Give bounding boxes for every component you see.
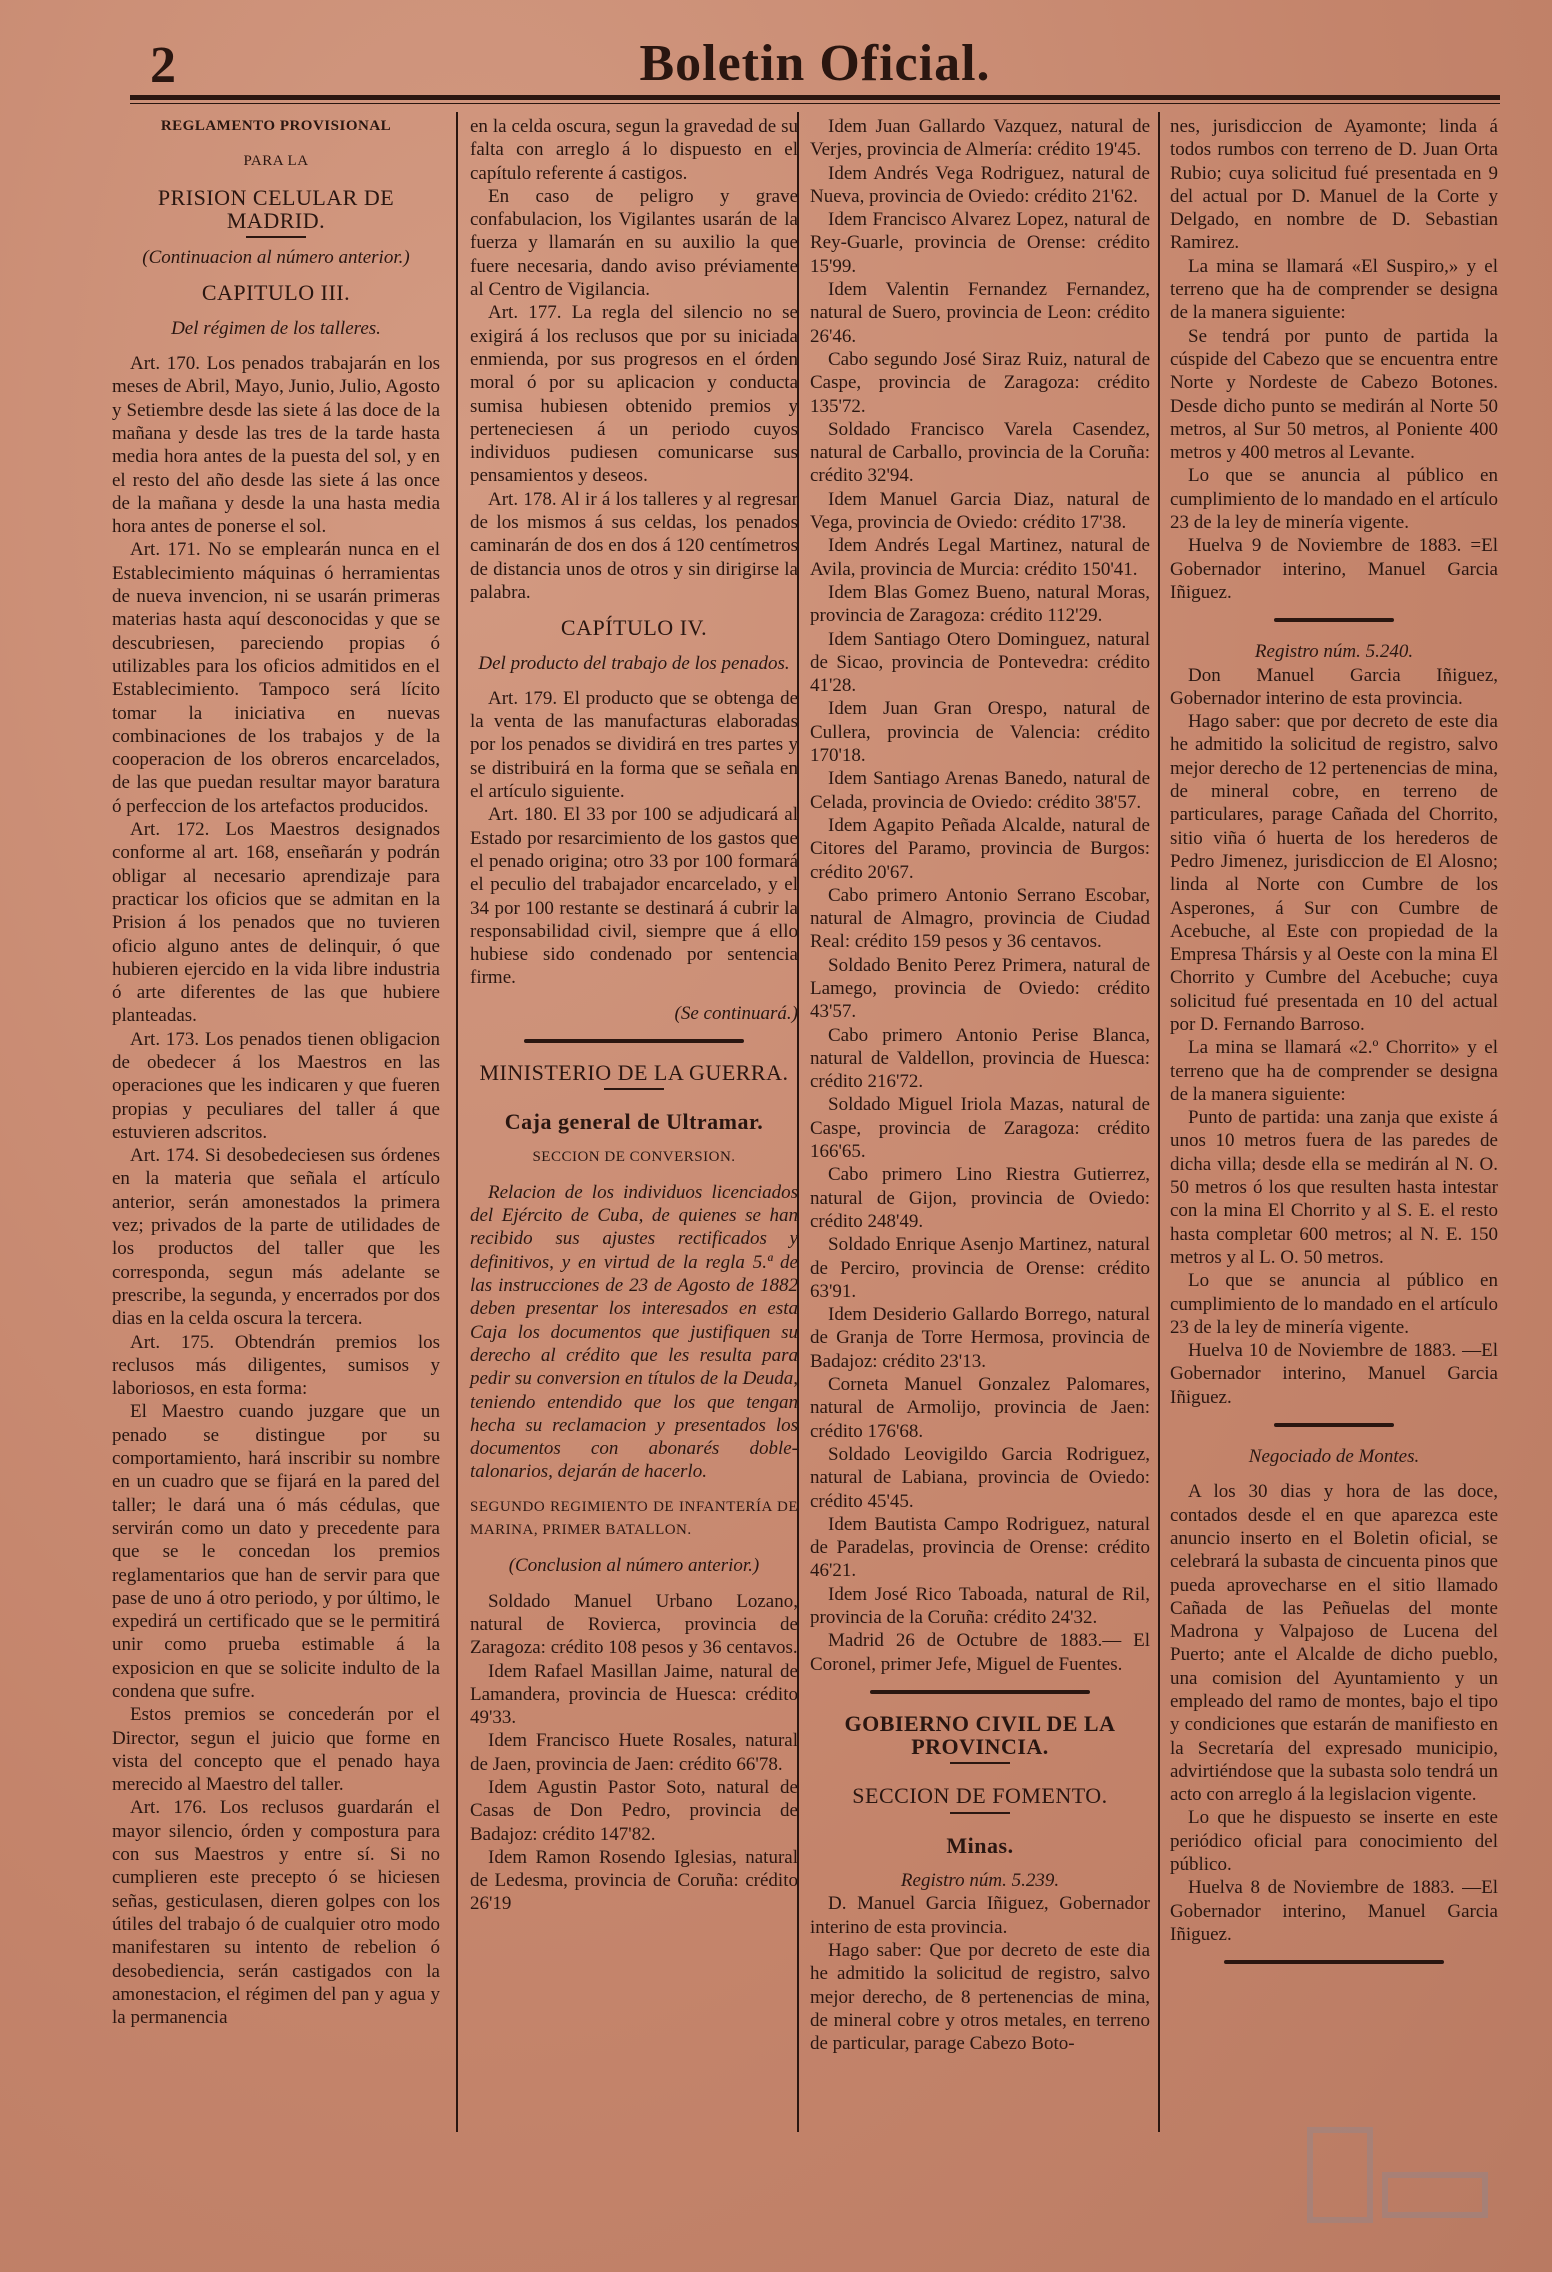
article-paragraph: Art. 180. El 33 por 100 se adjudicará al Estado por resarcimiento de los gastos que el penado origina; otro 33 por 100 formará el peculio del trabajador encarcelado, y el 34 por 100 restante se destinará á cubrir la responsabilidad civil, siempre que á ello hubiese sido condenado por sentencia firme. [470,804,798,989]
divider [950,1812,1010,1814]
notice-paragraph: La mina se llamará «El Suspiro,» y el terreno que ha de comprender se designa de la manera siguiente: [1170,255,1498,324]
list-item: Cabo primero Antonio Perise Blanca, natural de Valdellon, provincia de Huesca: crédito 216'72. [810,1024,1150,1093]
article-paragraph: Art. 171. No se emplearán nunca en el Establecimiento máquinas ó herramientas de nueva invencion, ni se usarán primeras materias hasta aquí desconocidas y que se descubriesen, pareciendo propias ó utilizables para los oficios admitidos en el Establecimiento. Tampoco será lícito tomar la iniciativa en nuevas combinaciones de los trabajos y de la cooperacion de los obreros encarcelados, de las que puedan resultar mayor baratura ó perfeccion de los artefactos producidos. [112,539,440,817]
chapter-heading: CAPITULO III. [201,280,351,306]
section-heading: GOBIERNO CIVIL DE LA PROVINCIA. [844,1710,1116,1760]
masthead-title: Boletin Oficial. [639,35,991,92]
registry-number: Registro núm. 5.239. [900,1870,1060,1892]
article-paragraph: en la celda oscura, segun la gravedad de su falta con arreglo á lo dispuesto en el capítulo referente á castigos. [470,116,798,184]
list-item: Idem Juan Gallardo Vazquez, natural de Verjes, provincia de Almería: crédito 19'45. [810,116,1150,161]
chapter-subheading: Del producto del trabajo de los penados. [478,652,790,674]
article-paragraph: Art. 175. Obtendrán premios los reclusos más diligentes, sumisos y laboriosos, en esta forma: [112,1331,440,1400]
list-item: Idem Bautista Campo Rodriguez, natural de Paradelas, provincia de Orense: crédito 46'21. [810,1513,1150,1582]
list-item: Idem Juan Gran Orespo, natural de Cullera, provincia de Valencia: crédito 170'18. [810,698,1150,767]
notice-paragraph: Lo que se anuncia al público en cumplimiento de lo mandado en el artículo 23 de la ley de minería vigente. [1170,1270,1498,1338]
list-item: Soldado Benito Perez Primera, natural de Lamego, provincia de Oviedo: crédito 43'57. [810,954,1150,1023]
column-3 [810,115,1150,2055]
header-rule [130,95,1500,100]
ornament-rule [1274,618,1394,622]
divider [604,1088,664,1090]
regiment-heading: SEGUNDO REGIMIENTO DE INFANTERÍA DE MARINA, PRIMER BATALLON. [470,1498,798,1539]
article-paragraph: Art. 170. Los penados trabajarán en los meses de Abril, Mayo, Junio, Julio, Agosto y Setiembre desde las siete á las doce de la mañana y desde las tres de la tarde hasta media hora antes de la puesta del sol, y en el resto del año desde las siete á las once de la mañana y desde la una hasta media hora antes de ponerse el sol. [112,353,440,538]
ornament-rule [524,1039,744,1043]
section-subheading: SECCION DE CONVERSION. [532,1148,736,1165]
notice-paragraph: A los 30 dias y hora de las doce, contados desde el en que aparezca este anuncio inserto en el Boletin oficial, se celebrará la subasta de cincuenta pinos que pueda aprovecharse en el sitio llamado Cañada de las Peñuelas del monte Madrona y Valpajoso de Lucena del Puerto; ante el Alcalde de dicho pueblo, una comision del Ayuntamiento y un empleado del ramo de montes, bajo el tipo y condiciones que estarán de manifiesto en la Secretaría del expresado municipio, advirtiéndose que la subasta solo tendrá un acto con arreglo á la legislacion vigente. [1170,1481,1498,1806]
list-item: Soldado Francisco Varela Casendez, natural de Carballo, provincia de la Coruña: crédito 32'94. [810,418,1150,487]
list-item: Cabo segundo José Siraz Ruiz, natural de Caspe, provincia de Zaragoza: crédito 135'72. [810,348,1150,417]
article-paragraph: Art. 179. El producto que se obtenga de la venta de las manufacturas elaboradas por los penados se dividirá en tres partes y se distribuirá en la forma que se señala en el artículo siguiente. [470,687,798,803]
page-number: 2 [150,37,176,94]
article-paragraph: Estos premios se concederán por el Director, segun el juicio que forme en vista del concepto que el penado haya merecido al Maestro del taller. [112,1704,440,1796]
signature-line: Huelva 8 de Noviembre de 1883. —El Gobernador interino, Manuel Garcia Iñiguez. [1170,1877,1498,1945]
list-item: Corneta Manuel Gonzalez Palomares, natural de Armolijo, provincia de Jaen: crédito 176'68. [810,1374,1150,1442]
list-item: Idem Andrés Legal Martinez, natural de Avila, provincia de Murcia: crédito 150'41. [810,535,1150,580]
list-item: Cabo primero Antonio Serrano Escobar, natural de Almagro, provincia de Ciudad Real: crédito 159 pesos y 36 centavos. [810,884,1150,953]
article-paragraph: Art. 174. Si desobedeciesen sus órdenes en la materia que señala el artículo anterior, serán amonestados la primera vez; privados de la parte de utilidades de los productos del taller que les corresponda, segun más adelante se prescribe, la segunda, y encerrados por dos dias en la celda oscura la tercera. [112,1145,440,1330]
list-item: Soldado Miguel Iriola Mazas, natural de Caspe, provincia de Zaragoza: crédito 166'65. [810,1094,1150,1163]
ornament-rule [870,1690,1090,1694]
continuation-note: (Continuacion al número anterior.) [142,247,410,269]
notice-paragraph: Lo que se anuncia al público en cumplimiento de lo mandado en el artículo 23 de la ley de minería vigente. [1170,465,1498,534]
notice-intro: Relacion de los individuos licenciados del Ejército de Cuba, de quienes se han recibido sus ajustes rectificados y definitivos, y en virtud de la regla 5.ª de las instrucciones de 23 de Agosto de 1882 deben presentar los interesados en esta Caja los documentos que justifiquen su derecho al crédito que les resulta para pedir su conversion en títulos de la Deuda, teniendo entendido que los que tengan hecha su reclamacion y presentados los documentos con abonarés doble-talonarios, dejarán de hacerlo. [470,1181,798,1483]
notice-paragraph: nes, jurisdiccion de Ayamonte; linda á todos rumbos con terreno de D. Juan Orta Rubio; cuya solicitud fué presentada en 9 del actual por D. Manuel de la Corte y Delgado, en nombre de D. Sebastian Ramirez. [1170,116,1498,254]
subsection-heading: Negociado de Montes. [1248,1446,1420,1468]
list-item: Idem Agustin Pastor Soto, natural de Casas de Don Pedro, provincia de Badajoz: crédito 147'82. [470,1777,798,1845]
continuation-note: (Se continuará.) [674,1002,798,1024]
column-1 [112,115,440,2029]
list-item: Idem Francisco Alvarez Lopez, natural de Rey-Guarle, provincia de Orense: crédito 15'99. [810,209,1150,277]
section-heading: PRISION CELULAR DE MADRID. [157,184,395,233]
divider [246,236,306,238]
header-rule-thin [130,103,1500,104]
notice-paragraph: Hago saber: que por decreto de este dia he admitido la solicitud de registro, salvo mejor derecho de 12 pertenencias de mina, de mineral cobre, en terreno de particulares, parage Cañada del Chorrito, sitio viña ó huerta de los herederos de Pedro Jimenez, jurisdiccion de El Alosno; linda al Norte con Cumbre de los Asperones, á Sur con Cumbre de Acebuche, al Este con propiedad de la Empresa Thársis y al Oeste con la mina El Chorrito y Cumbre del Acebuche; cuya solicitud fué presentada en 10 del actual por D. Fernando Barroso. [1170,711,1498,1035]
notice-paragraph: Se tendrá por punto de partida la cúspide del Cabezo que se encuentra entre Norte y Nordeste de Cabezo Botones. Desde dicho punto se medirán al Norte 50 metros, al Sur 50 metros, al Poniente 400 metros y 400 metros al Levante. [1170,325,1498,464]
list-item: Cabo primero Lino Riestra Gutierrez, natural de Gijon, provincia de Oviedo: crédito 248'49. [810,1164,1150,1232]
list-item: Idem Santiago Otero Dominguez, natural de Sicao, provincia de Pontevedra: crédito 41'28. [810,628,1150,697]
chapter-heading: CAPÍTULO IV. [560,615,708,641]
list-item: Soldado Leovigildo Garcia Rodriguez, natural de Labiana, provincia de Oviedo: crédito 45'45. [810,1443,1150,1512]
ministry-heading: MINISTERIO DE LA GUERRA. [479,1059,789,1085]
notice-paragraph: Don Manuel Garcia Iñiguez, Gobernador interino de esta provincia. [1170,664,1498,709]
column-divider [456,112,458,2132]
notice-paragraph: Punto de partida: una zanja que existe á unos 10 metros fuera de las paredes de dicha villa; desde ella se medirán al N. O. 50 metros ó los que resulten hasta intestar con la mina El Chorrito y al S. E. el resto hasta completar 600 metros; al N. E. 150 metros y al L. O. 50 metros. [1170,1107,1498,1268]
column-4 [1170,115,1498,1982]
ornament-rule [1274,1423,1394,1427]
article-paragraph: En caso de peligro y grave confabulacion, los Vigilantes usarán de la fuerza y llamarán en su auxilio la que fuere necesaria, dando aviso préviamente al Centro de Vigilancia. [470,185,798,301]
list-item: Idem Valentin Fernandez Fernandez, natural de Suero, provincia de Leon: crédito 26'46. [810,279,1150,347]
notice-paragraph: D. Manuel Garcia Iñiguez, Gobernador interino de esta provincia. [810,1893,1150,1938]
section-title: REGLAMENTO PROVISIONAL [160,118,392,134]
list-item: Soldado Manuel Urbano Lozano, natural de Rovierca, provincia de Zaragoza: crédito 108 pesos y 36 centavos. [470,1590,798,1659]
article-paragraph: Art. 177. La regla del silencio no se exigirá á los reclusos que por su iniciada enmienda, por sus progresos en el órden moral ó por su aplicacion y conducta sumisa hubiesen obtenido premios y perteneciesen á un periodo cuyos individuos pudiesen comunicarse sus pensamientos y deseos. [470,302,798,487]
notice-paragraph: La mina se llamará «2.º Chorrito» y el terreno que ha de comprender se designa de la manera siguiente: [1170,1037,1498,1105]
list-item: Idem Desiderio Gallardo Borrego, natural de Granja de Torre Hermosa, provincia de Badajoz: crédito 23'13. [810,1304,1150,1372]
list-item: Soldado Enrique Asenjo Martinez, natural de Perciro, provincia de Orense: crédito 63'91. [810,1234,1150,1302]
list-item: Idem Francisco Huete Rosales, natural de Jaen, provincia de Jaen: crédito 66'78. [470,1730,798,1775]
signature-line: Huelva 9 de Noviembre de 1883. =El Gobernador interino, Manuel Garcia Iñiguez. [1170,535,1498,603]
signature-line: Madrid 26 de Octubre de 1883.— El Coronel, primer Jefe, Miguel de Fuentes. [810,1630,1150,1675]
registry-number: Registro núm. 5.240. [1254,641,1414,663]
page-header [130,28,1500,98]
chapter-subheading: Del régimen de los talleres. [171,317,381,339]
divider [950,1762,1010,1764]
archive-watermark [1300,2120,1500,2240]
notice-paragraph: Hago saber: Que por decreto de este dia he admitido la solicitud de registro, salvo mejor derecho, de 8 pertenencias de mina, de mineral cobre y otros metales, en terreno de particular, parage Cabezo Boto- [810,1939,1150,2055]
signature-line: Huelva 10 de Noviembre de 1883. —El Gobernador interino, Manuel Garcia Iñiguez. [1170,1340,1498,1408]
subsection-heading: Minas. [946,1832,1014,1858]
notice-paragraph: Lo que he dispuesto se inserte en este periódico oficial para conocimiento del público. [1170,1807,1498,1876]
list-item: Idem Santiago Arenas Banedo, natural de Celada, provincia de Oviedo: crédito 38'57. [810,768,1150,813]
list-item: Idem Agapito Peñada Alcalde, natural de Citores del Paramo, provincia de Burgos: crédito 20'67. [810,814,1150,883]
list-item: Idem Ramon Rosendo Iglesias, natural de Ledesma, provincia de Coruña: crédito 26'19 [470,1846,798,1915]
list-item: Idem José Rico Taboada, natural de Ril, provincia de la Coruña: crédito 24'32. [810,1583,1150,1628]
column-divider [1158,112,1160,2132]
list-item: Idem Rafael Masillan Jaime, natural de Lamandera, provincia de Huesca: crédito 49'33. [470,1660,798,1729]
section-heading: Caja general de Ultramar. [504,1109,764,1135]
article-paragraph: Art. 176. Los reclusos guardarán el mayor silencio, órden y compostura para con sus Maestros y entre sí. Si no cumplieren este precepto ó se hiciesen señas, gesticulasen, dieren golpes con los útiles del trabajo ó de cualquier otro modo manifestaren su intento de rebelion ó desobediencia, serán castigados con la amonestacion, el régimen del pan y agua y la permanencia [112,1797,440,2029]
article-paragraph: Art. 173. Los penados tienen obligacion de obedecer á los Maestros en las operaciones que les indicaren y que fueren propias y peculiares del taller á que estuvieren adscritos. [112,1028,440,1143]
list-item: Idem Blas Gomez Bueno, natural Moras, provincia de Zaragoza: crédito 112'29. [810,581,1150,627]
article-paragraph: Art. 178. Al ir á los talleres y al regresar de los mismos á sus celdas, los penados caminarán de dos en dos á 120 centímetros de distancia unos de otros y sin dirigirse la palabra. [470,488,798,603]
article-paragraph: Art. 172. Los Maestros designados conforme al art. 168, enseñarán y podrán obligar al necesario aprendizaje para practicar los oficios que se admitan en la Prision á los penados que no tuvieren oficio alguno antes de delinquir, ó que hubieren ejercido en la vida libre industria ó arte diferentes de las que hubiere planteadas. [112,819,440,1027]
list-item: Idem Andrés Vega Rodriguez, natural de Nueva, provincia de Oviedo: crédito 21'62. [810,162,1150,207]
ornament-rule [1224,1960,1444,1964]
section-subtitle: PARA LA [243,153,309,170]
continuation-note: (Conclusion al número anterior.) [508,1555,760,1577]
column-2 [470,115,798,1916]
list-item: Idem Manuel Garcia Diaz, natural de Vega, provincia de Oviedo: crédito 17'38. [810,488,1150,534]
section-subheading: SECCION DE FOMENTO. [852,1783,1108,1809]
article-paragraph: El Maestro cuando juzgare que un penado se distingue por su comportamiento, hará inscribir su nombre en un cuadro que se fijará en la pared del taller; le dará una ó más cédulas, que servirán como un dato y precedente para que se le concedan los premios reglamentarios que han de servir para que pase de uno á otro periodo, y por último, le expedirá un certificado que se le permitirá unir como prueba estimable á la exposicion en que se solicite indulto de la condena que sufre. [112,1401,440,1702]
